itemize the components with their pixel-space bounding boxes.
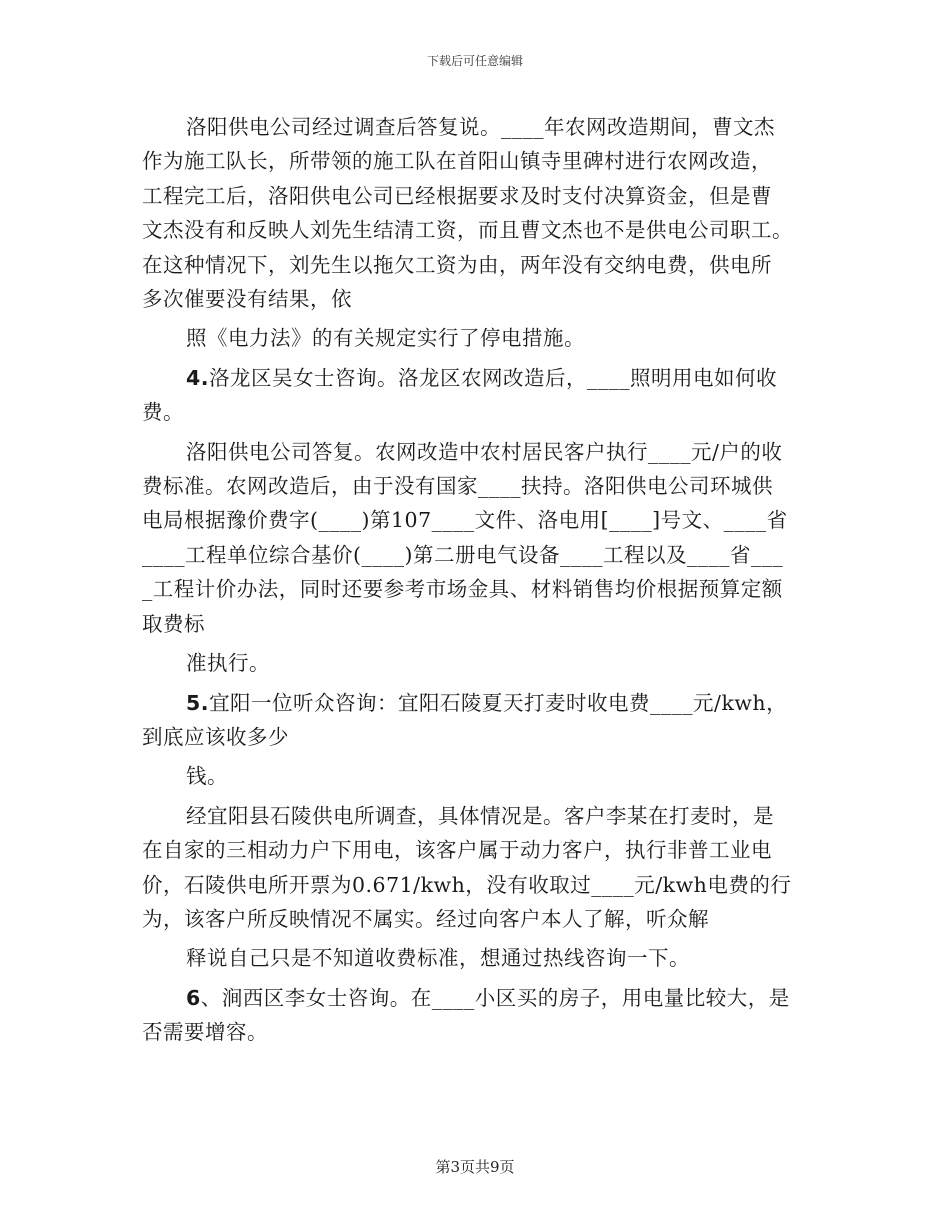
item-number: 6	[186, 985, 201, 1010]
text-line: 价，石陵供电所开票为0.671/kwh，没有收取过____元/kwh电费的行	[142, 872, 792, 897]
item-text: 洛龙区吴女士咨询。洛龙区农网改造后，____照明用电如何收	[209, 365, 778, 390]
item-number: 4.	[186, 365, 210, 390]
text-line: 电局根据豫价费字(____)第107____文件、洛电用[____]号文、____省	[142, 508, 788, 533]
paragraph	[142, 435, 810, 641]
page-header: 下载后可任意编辑	[426, 54, 523, 68]
paragraph	[142, 799, 810, 937]
text-line: 钱。	[186, 764, 228, 789]
text-line: 洛阳供电公司答复。农网改造中农村居民客户执行____元/户的收	[186, 439, 783, 464]
text-line: 文杰没有和反映人刘先生结清工资，而且曹文杰也不是供电公司职工。	[142, 218, 793, 243]
text-line	[142, 686, 810, 720]
text-line: 作为施工队长，所带领的施工队在首阳山镇寺里碑村进行农网改造，	[142, 149, 772, 174]
text-line: 洛阳供电公司经过调查后答复说。____年农网改造期间，曹文杰	[186, 115, 775, 139]
item-text: 、涧西区李女士咨询。在____小区买的房子，用电量比较大，是	[200, 985, 790, 1010]
page-number: 第3页共9页	[435, 1158, 515, 1176]
item-number: 5.	[186, 690, 210, 715]
text-line: 费标准。农网改造后，由于没有国家____扶持。洛阳供电公司环城供	[142, 474, 773, 499]
item-text: 宜阳一位听众咨询：宜阳石陵夏天打麦时收电费____元/kwh，	[209, 690, 788, 715]
document-body	[142, 110, 810, 1055]
paragraph	[142, 110, 810, 316]
text-line: _工程计价办法，同时还要参考市场金具、材料销售均价根据预算定额	[142, 577, 783, 602]
text-line: 为，该客户所反映情况不属实。经过向客户本人了解，听众解	[142, 906, 709, 931]
text-line	[142, 981, 810, 1015]
paragraph	[142, 941, 810, 975]
text-line: 否需要增容。	[142, 1020, 268, 1045]
text-line: 准执行。	[186, 651, 270, 676]
text-line	[142, 361, 810, 395]
text-line: 在这种情况下，刘先生以拖欠工资为由，两年没有交纳电费，供电所	[142, 252, 772, 277]
text-line: 取费标	[142, 611, 205, 636]
text-line: 经宜阳县石陵供电所调查，具体情况是。客户李某在打麦时，是	[186, 803, 774, 828]
text-line: 照《电力法》的有关规定实行了停电措施。	[186, 326, 585, 351]
numbered-item	[142, 981, 810, 1050]
text-line: 到底应该收多少	[142, 724, 289, 749]
text-line: 在自家的三相动力户下用电，该客户属于动力客户，执行非普工业电	[142, 838, 772, 863]
numbered-item	[142, 361, 810, 430]
paragraph	[142, 321, 810, 355]
text-line: 费。	[142, 400, 184, 425]
numbered-item	[142, 686, 810, 755]
paragraph	[142, 759, 810, 793]
text-line: 释说自己只是不知道收费标准，想通过热线咨询一下。	[186, 946, 690, 971]
text-line: ____工程单位综合基价(____)第二册电气设备____工程以及____省___	[142, 542, 784, 567]
paragraph	[142, 646, 810, 680]
text-line: 多次催要没有结果，依	[142, 287, 352, 312]
text-line: 工程完工后，洛阳供电公司已经根据要求及时支付决算资金，但是曹	[142, 183, 772, 208]
